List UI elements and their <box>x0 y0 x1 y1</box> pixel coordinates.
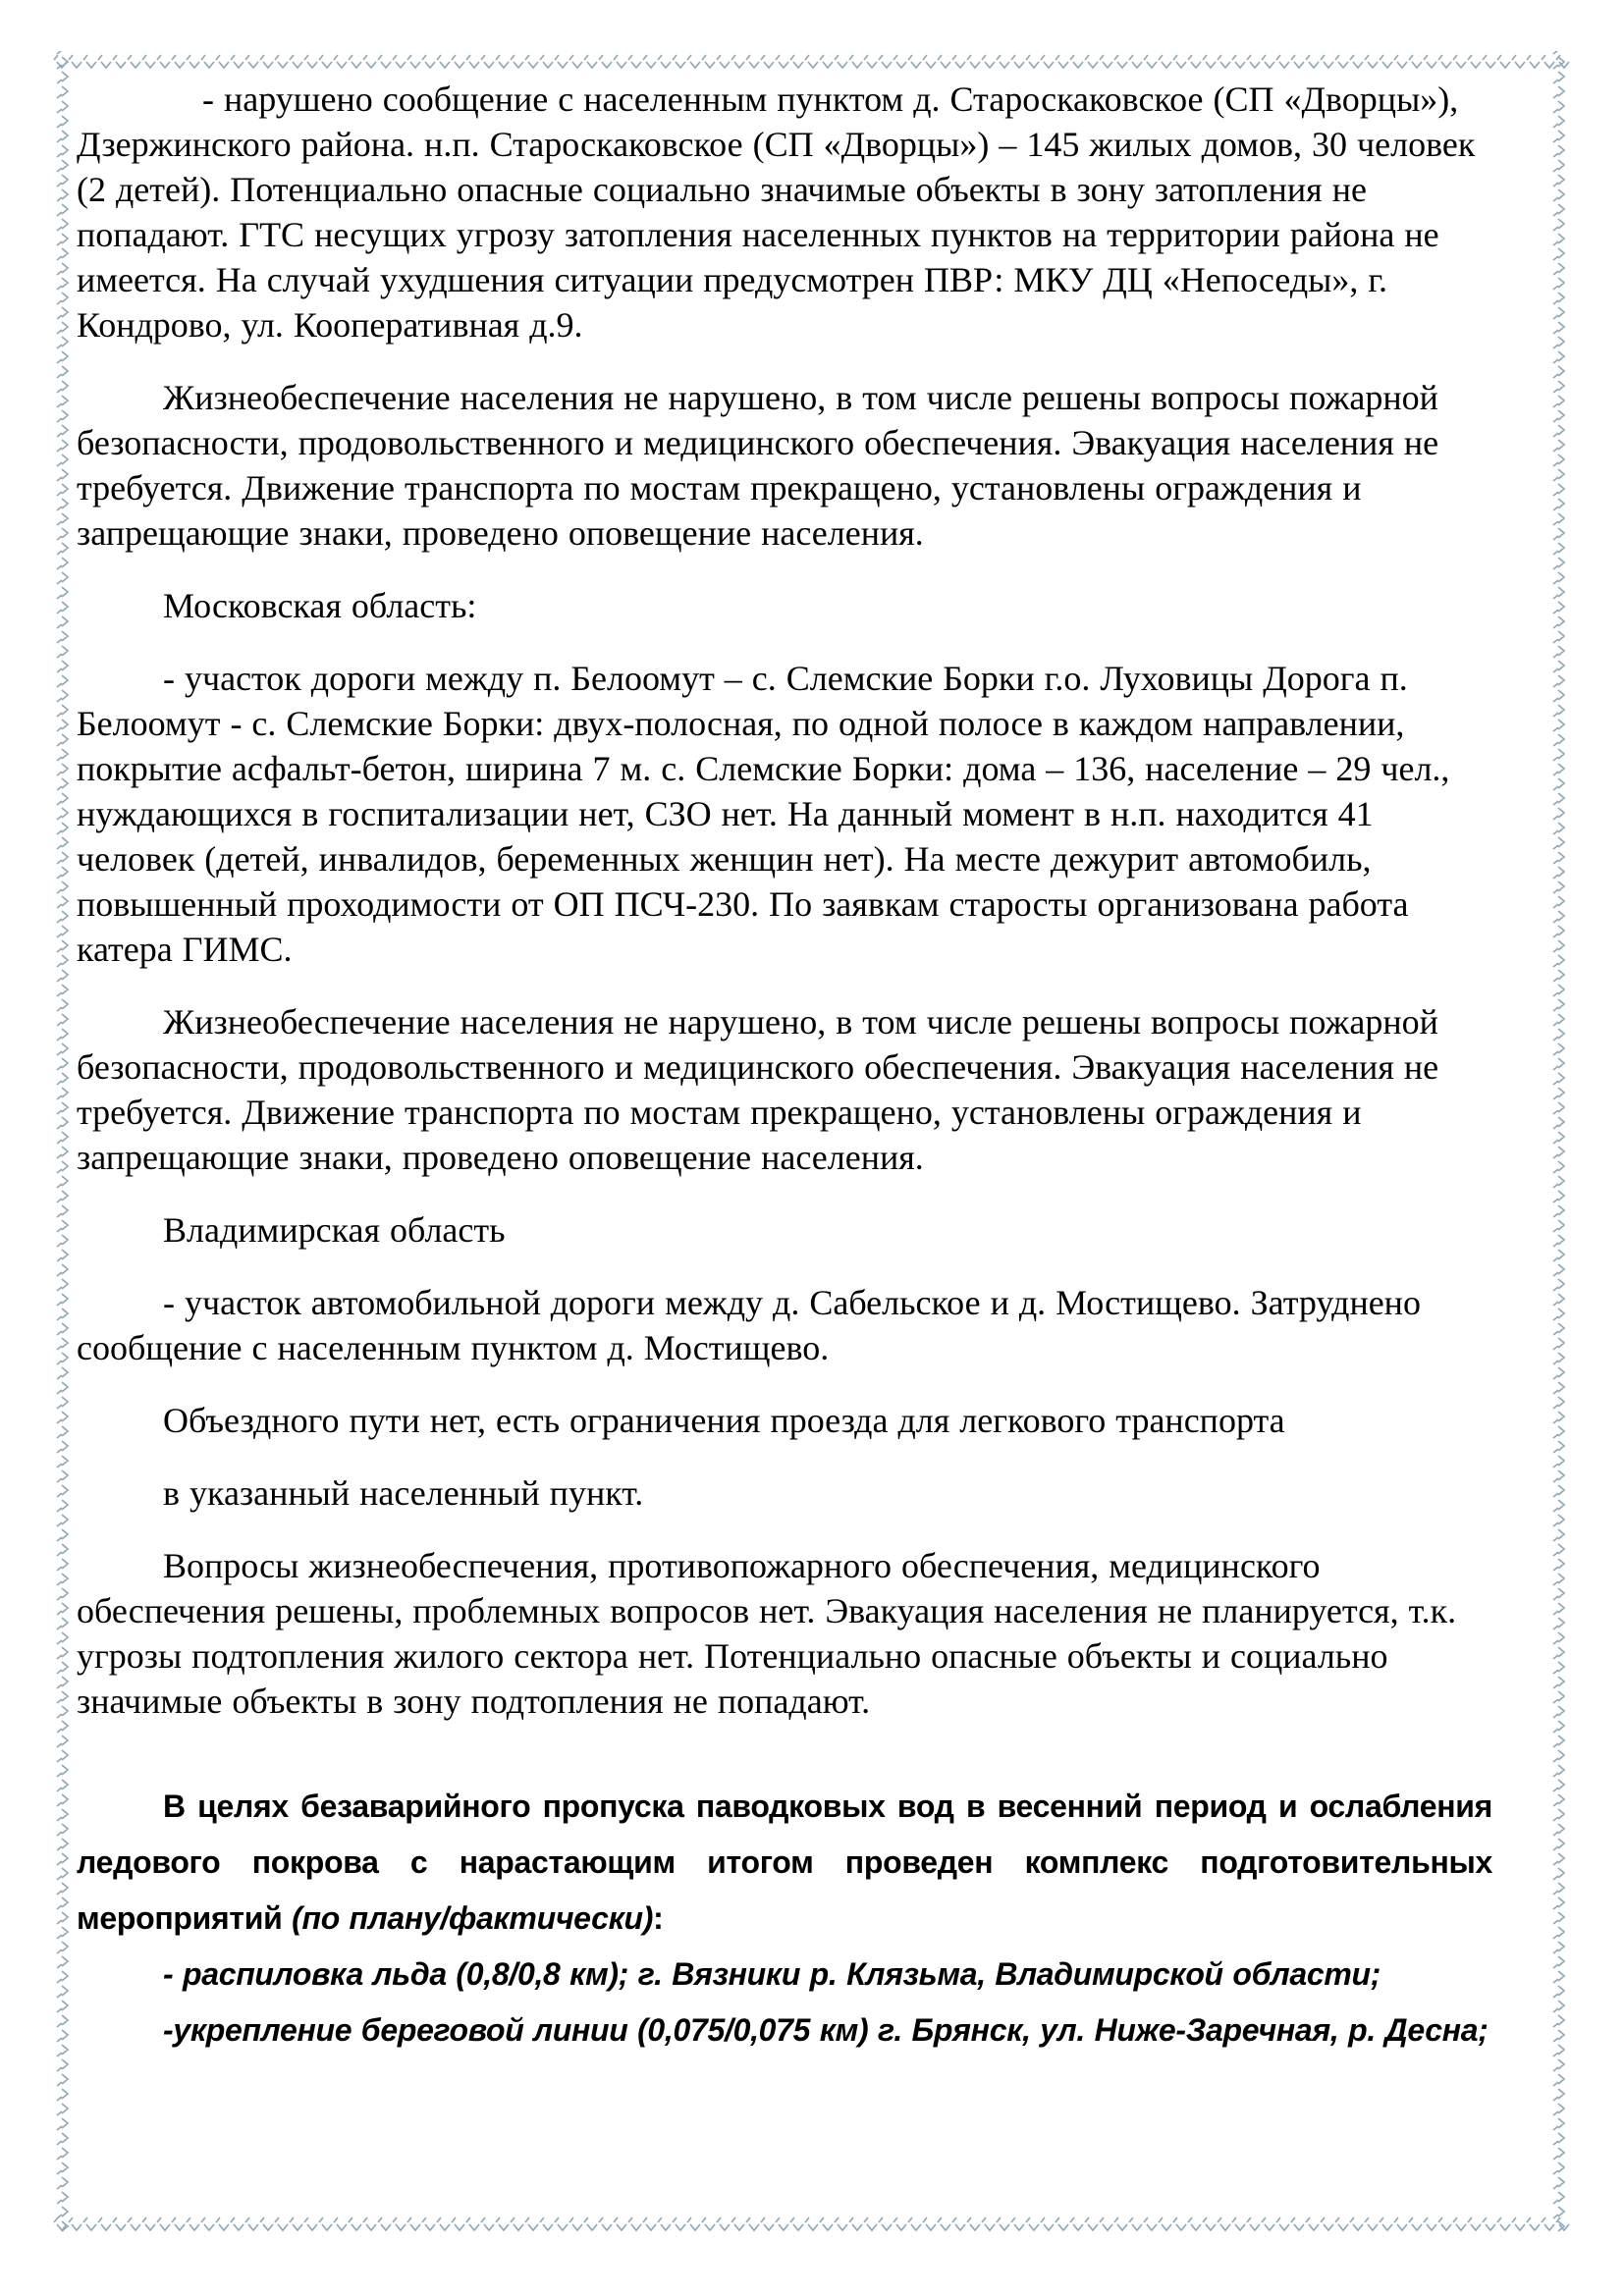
paragraph-5 <box>77 999 1492 1180</box>
paragraph-text: Московская область: <box>163 586 477 625</box>
paragraph-text: - нарушено сообщение с населенным пунктом д. Староскаковское (СП «Дворцы»), Дзержинского района. н.п. Староскаковское (СП «Дворцы») – 145 жилых домов, 30 человек (2 детей). Потенциально опасные социально значимые объекты в зону затопления не попадают. ГТС несущих угрозу затопления населенных пунктов на территории района не имеется. На случай ухудшения ситуации предусмотрен ПВР: МКУ ДЦ «Непоседы», г. Кондрово, ул. Кооперативная д.9. <box>77 80 1476 345</box>
paragraph-13 <box>77 2002 1492 2058</box>
paragraph-6 <box>77 1207 1492 1253</box>
page-border-bottom-icon <box>51 2214 1573 2239</box>
paragraph-9 <box>77 1470 1492 1516</box>
document-body <box>77 77 1492 2058</box>
paragraph-10 <box>77 1543 1492 1724</box>
paragraph-text: Вопросы жизнеобеспечения, противопожарного обеспечения, медицинского обеспечения решены, проблемных вопросов нет. Эвакуация населения не планируется, т.к. угрозы подтопления жилого сектора нет. Потенциально опасные объекты и социально значимые объекты в зону подтопления не попадают. <box>77 1546 1457 1721</box>
paragraph-text: - участок автомобильной дороги между д. Сабельское и д. Мостищево. Затруднено сообщение с населенным пунктом д. Мостищево. <box>77 1283 1421 1367</box>
page-border-left-icon <box>51 51 77 2239</box>
page-border-right-icon <box>1547 51 1573 2239</box>
paragraph-1 <box>77 77 1492 347</box>
paragraph-2 <box>77 375 1492 556</box>
paragraph-text: Владимирская область <box>163 1210 506 1250</box>
paragraph-text: - распиловка льда (0,8/0,8 км); г. Вязники р. Клязьма, Владимирской области; <box>163 1956 1381 1992</box>
paragraph-text: (по плану/фактически) <box>292 1900 654 1936</box>
paragraph-text: В целях безаварийного пропуска паводковых вод в весенний период и ослабления ледового покрова с нарастающим итогом проведен комплекс подготовительных мероприятий <box>77 1789 1492 1936</box>
paragraph-11 <box>77 1779 1492 1947</box>
paragraph-text: Жизнеобеспечение населения не нарушено, в том числе решены вопросы пожарной безопасности, продовольственного и медицинского обеспечения. Эвакуация населения не требуется. Движение транспорта по мостам прекращено, установлены ограждения и запрещающие знаки, проведено оповещение населения. <box>77 378 1439 553</box>
paragraph-text: Жизнеобеспечение населения не нарушено, в том числе решены вопросы пожарной безопасности, продовольственного и медицинского обеспечения. Эвакуация населения не требуется. Движение транспорта по мостам прекращено, установлены ограждения и запрещающие знаки, проведено оповещение населения. <box>77 1002 1439 1177</box>
paragraph-12 <box>77 1947 1492 2002</box>
paragraph-text: Объездного пути нет, есть ограничения проезда для легкового транспорта <box>163 1401 1285 1440</box>
paragraph-3 <box>77 583 1492 628</box>
paragraph-7 <box>77 1280 1492 1370</box>
paragraph-text: в указанный населенный пункт. <box>163 1473 644 1513</box>
paragraph-8 <box>77 1398 1492 1443</box>
paragraph-text: - участок дороги между п. Белоомут – с. Слемские Борки г.о. Луховицы Дорога п. Белоомут - с. Слемские Борки: двух-полосная, по одной полосе в каждом направлении, покрытие асфальт-бетон, ширина 7 м. с. Слемские Борки: дома – 136, население – 29 чел., нуждающихся в госпитализации нет, СЗО нет. На данный момент в н.п. находится 41 человек (детей, инвалидов, беременных женщин нет). На месте дежурит автомобиль, повышенный проходимости от ОП ПСЧ-230. По заявкам старосты организована работа катера ГИМС. <box>77 659 1450 969</box>
paragraph-4 <box>77 656 1492 972</box>
paragraph-text: -укрепление береговой линии (0,075/0,075 км) г. Брянск, ул. Ниже-Заречная, р. Десна; <box>163 2012 1489 2048</box>
paragraph-text: : <box>653 1900 664 1936</box>
page-border-top-icon <box>51 51 1573 77</box>
